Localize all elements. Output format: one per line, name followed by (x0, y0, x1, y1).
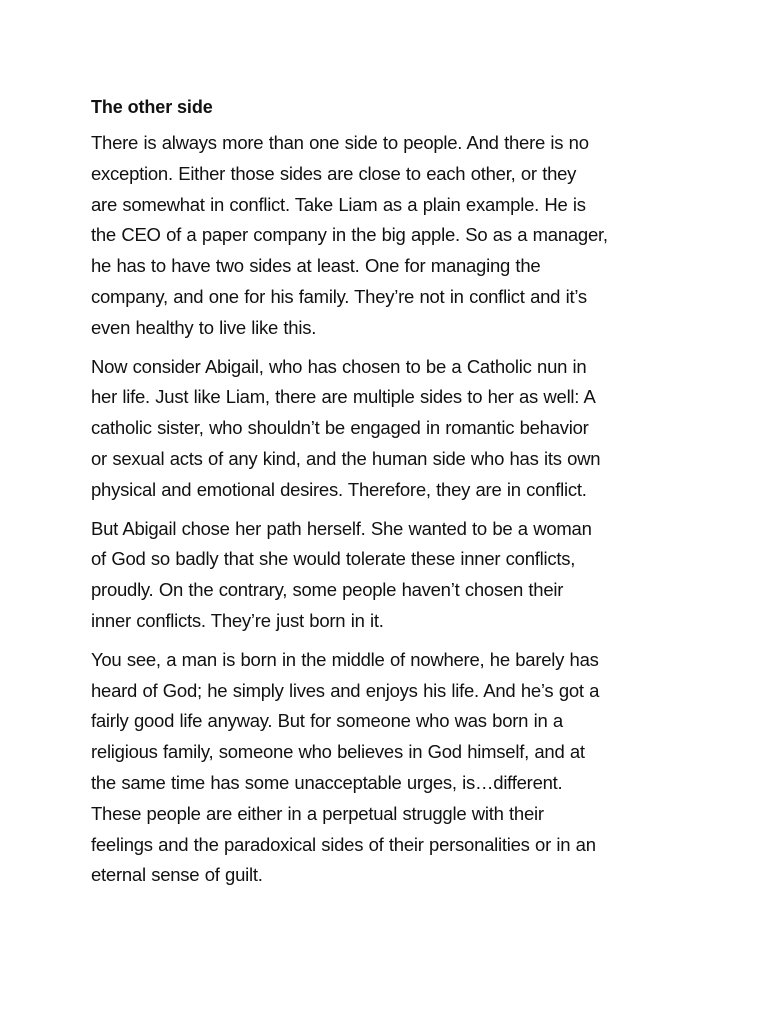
text-line: even healthy to live like this. (91, 316, 317, 338)
text-line: heard of God; he simply lives and enjoys his life. And he’s got a (91, 679, 600, 701)
text-line: or sexual acts of any kind, and the human side who has its own (91, 447, 601, 469)
text-line: You see, a man is born in the middle of nowhere, he barely has (91, 648, 599, 670)
text-line: proudly. On the contrary, some people haven’t chosen their (91, 579, 564, 601)
text-line: But Abigail chose her path herself. She wanted to be a woman (91, 517, 592, 539)
text-line: fairly good life anyway. But for someone who was born in a (91, 710, 563, 732)
text-line: religious family, someone who believes in God himself, and at (91, 741, 585, 763)
text-line: exception. Either those sides are close to each other, or they (91, 162, 577, 184)
text-line: Now consider Abigail, who has chosen to be a Catholic nun in (91, 355, 587, 377)
paragraph-2 (91, 352, 681, 506)
text-line: the same time has some unacceptable urges, is…different. (91, 771, 563, 793)
text-line: eternal sense of guilt. (91, 864, 263, 886)
text-line: company, and one for his family. They’re not in conflict and it’s (91, 285, 587, 307)
text-line: feelings and the paradoxical sides of their personalities or in an (91, 833, 596, 855)
text-line: inner conflicts. They’re just born in it. (91, 609, 384, 631)
document-body (91, 94, 681, 899)
paragraph-4 (91, 645, 681, 891)
text-line: he has to have two sides at least. One for managing the (91, 255, 541, 277)
paragraph-3 (91, 514, 681, 637)
text-line: catholic sister, who shouldn’t be engaged in romantic behavior (91, 417, 589, 439)
text-line: the CEO of a paper company in the big apple. So as a manager, (91, 224, 608, 246)
text-line: her life. Just like Liam, there are multiple sides to her as well: A (91, 386, 596, 408)
text-line: physical and emotional desires. Therefore, they are in conflict. (91, 478, 587, 500)
text-line: There is always more than one side to people. And there is no (91, 132, 589, 153)
text-line: These people are either in a perpetual struggle with their (91, 802, 544, 824)
document-title: The other side (91, 97, 213, 117)
text-line: are somewhat in conflict. Take Liam as a plain example. He is (91, 193, 586, 215)
paragraph-1 (91, 128, 681, 344)
text-line: of God so badly that she would tolerate these inner conflicts, (91, 548, 576, 570)
